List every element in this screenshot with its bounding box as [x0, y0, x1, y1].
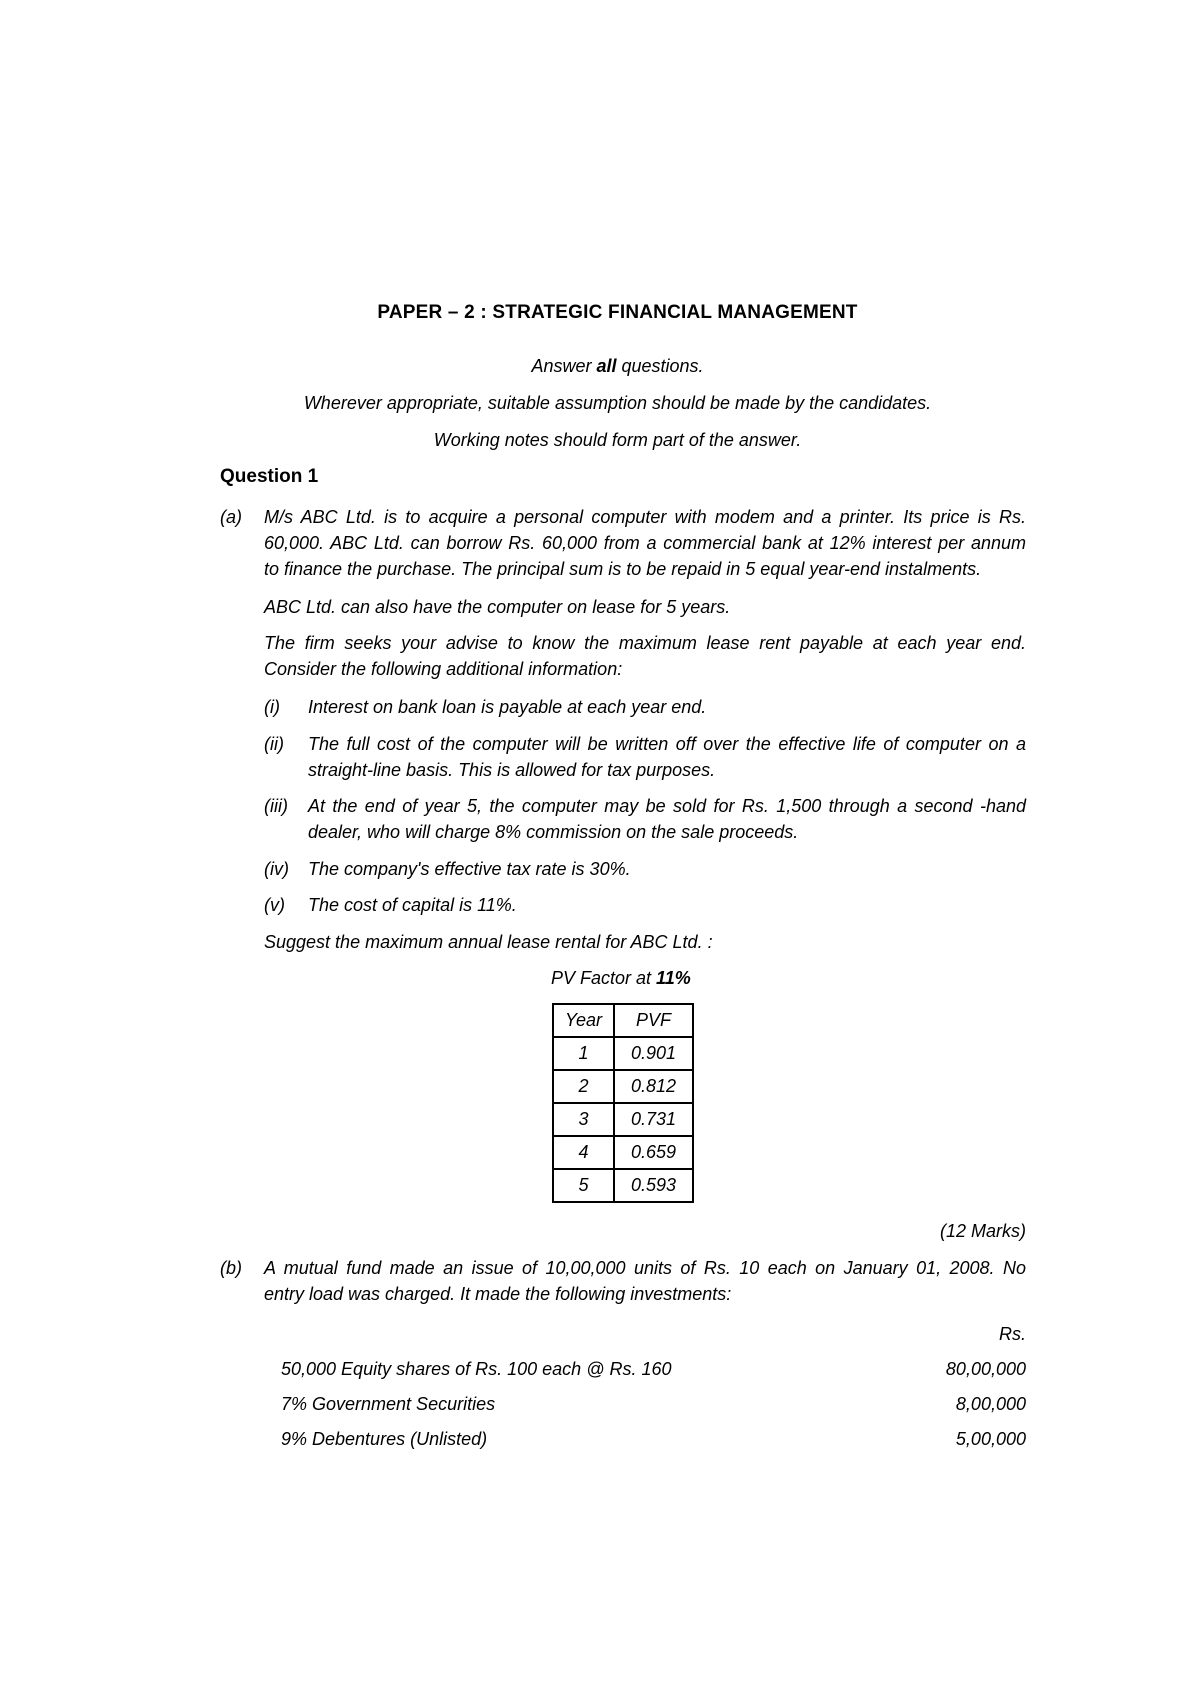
list-item-label: (i): [264, 697, 280, 717]
table-row: [553, 1136, 693, 1169]
investment-desc: 50,000 Equity shares of Rs. 100 each @ Rs. 160: [281, 1359, 672, 1379]
instruction-answer-all: Answer all questions.: [531, 356, 704, 376]
list-item-text: At the end of year 5, the computer may be sold for Rs. 1,500 through a second -hand dealer, who will charge 8% commission on the sale proceeds.: [308, 796, 1026, 842]
pv-rate: 11%: [656, 968, 691, 988]
table-row: [553, 1169, 693, 1202]
currency-header: Rs.: [999, 1324, 1026, 1344]
table-cell-year: 5: [553, 1169, 614, 1202]
table-row: [553, 1037, 693, 1070]
table-header-row: [553, 1004, 693, 1037]
part-b-label: (b): [220, 1258, 242, 1278]
list-item-label: (iv): [264, 859, 289, 879]
suggest-line: Suggest the maximum annual lease rental for ABC Ltd. :: [264, 932, 713, 952]
page-title: PAPER – 2 : STRATEGIC FINANCIAL MANAGEMENT: [377, 302, 858, 323]
list-item-label: (v): [264, 895, 285, 915]
part-a-para3: The firm seeks your advise to know the maximum lease rent payable at each year end. Consider the following additional information:: [264, 633, 1026, 679]
investment-amount: 80,00,000: [945, 1359, 1026, 1379]
table-header-pvf: PVF: [614, 1004, 693, 1037]
list-item-text: The full cost of the computer will be written off over the effective life of computer on a straight-line basis. This is allowed for tax purposes.: [308, 734, 1026, 780]
investment-amount: 8,00,000: [955, 1394, 1026, 1414]
part-a-para2: ABC Ltd. can also have the computer on lease for 5 years.: [264, 597, 731, 617]
list-item-text: The cost of capital is 11%.: [308, 895, 517, 915]
investment-desc: 7% Government Securities: [281, 1394, 496, 1414]
table-cell-pvf: 0.901: [614, 1037, 693, 1070]
list-item-label: (iii): [264, 796, 288, 816]
investment-amount: 5,00,000: [955, 1429, 1026, 1449]
instruction-assumption: Wherever appropriate, suitable assumption should be made by the candidates.: [303, 393, 932, 413]
table-cell-year: 4: [553, 1136, 614, 1169]
instruction-emphasis: all: [596, 356, 617, 376]
table-row: [553, 1103, 693, 1136]
table-cell-pvf: 0.593: [614, 1169, 693, 1202]
pv-table-caption: PV Factor at 11%: [551, 968, 691, 988]
list-item-text: The company's effective tax rate is 30%.: [308, 859, 631, 879]
table-cell-year: 3: [553, 1103, 614, 1136]
pv-factor-table: [552, 1003, 694, 1203]
table-row: [553, 1070, 693, 1103]
table-cell-year: 2: [553, 1070, 614, 1103]
table-cell-pvf: 0.812: [614, 1070, 693, 1103]
marks-label: (12 Marks): [939, 1221, 1026, 1241]
list-item-text: Interest on bank loan is payable at each year end.: [308, 697, 707, 717]
table-cell-pvf: 0.659: [614, 1136, 693, 1169]
table-cell-year: 1: [553, 1037, 614, 1070]
table-header-year: Year: [553, 1004, 614, 1037]
list-item-label: (ii): [264, 734, 284, 754]
instruction-working-notes: Working notes should form part of the answer.: [433, 430, 802, 450]
part-b-para: A mutual fund made an issue of 10,00,000 units of Rs. 10 each on January 01, 2008. No entry load was charged. It made the following investments:: [264, 1258, 1026, 1304]
part-a-label: (a): [220, 507, 242, 527]
part-a-para1: M/s ABC Ltd. is to acquire a personal computer with modem and a printer. Its price is Rs. 60,000. ABC Ltd. can borrow Rs. 60,000 from a commercial bank at 12% interest per annum to finance the purchase. The principal sum is to be repaid in 5 equal year-end instalments.: [264, 507, 1026, 579]
question-heading: Question 1: [220, 466, 319, 487]
table-cell-pvf: 0.731: [614, 1103, 693, 1136]
investment-desc: 9% Debentures (Unlisted): [281, 1429, 488, 1449]
